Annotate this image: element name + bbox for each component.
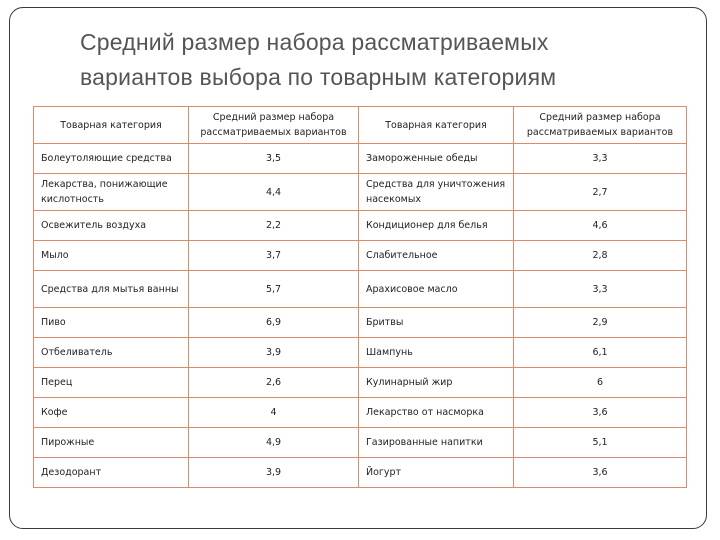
value-cell: 5,1 <box>514 428 687 458</box>
category-cell: Перец <box>34 368 189 398</box>
value-cell: 3,5 <box>189 144 359 174</box>
category-table <box>33 106 687 488</box>
category-cell: Освежитель воздуха <box>34 211 189 241</box>
category-cell: Бритвы <box>359 308 514 338</box>
category-cell: Слабительное <box>359 241 514 271</box>
value-cell: 4,6 <box>514 211 687 241</box>
table-row <box>34 144 687 174</box>
header-category-right: Товарная категория <box>359 107 514 144</box>
table-row <box>34 308 687 338</box>
value-cell: 3,9 <box>189 458 359 488</box>
category-cell: Шампунь <box>359 338 514 368</box>
value-cell: 4 <box>189 398 359 428</box>
value-cell: 3,3 <box>514 271 687 308</box>
category-cell: Газированные напитки <box>359 428 514 458</box>
value-cell: 2,8 <box>514 241 687 271</box>
value-cell: 2,9 <box>514 308 687 338</box>
value-cell: 2,2 <box>189 211 359 241</box>
table-row <box>34 398 687 428</box>
category-cell: Пирожные <box>34 428 189 458</box>
category-cell: Кофе <box>34 398 189 428</box>
value-cell: 2,6 <box>189 368 359 398</box>
category-cell: Замороженные обеды <box>359 144 514 174</box>
category-cell: Дезодорант <box>34 458 189 488</box>
slide-title-line-1: Средний размер набора рассматриваемых <box>80 29 549 55</box>
table-row <box>34 271 687 308</box>
value-cell: 2,7 <box>514 174 687 211</box>
category-cell: Мыло <box>34 241 189 271</box>
category-cell: Средства для уничтожения насекомых <box>359 174 514 211</box>
table-header-row <box>34 107 687 144</box>
table-row <box>34 241 687 271</box>
table-row <box>34 211 687 241</box>
category-cell: Лекарство от насморка <box>359 398 514 428</box>
value-cell: 3,3 <box>514 144 687 174</box>
category-cell: Арахисовое масло <box>359 271 514 308</box>
table-row <box>34 338 687 368</box>
header-avg-size-right: Средний размер набора рассматриваемых вариантов <box>514 107 687 144</box>
value-cell: 6,9 <box>189 308 359 338</box>
table-row <box>34 428 687 458</box>
header-avg-size-left: Средний размер набора рассматриваемых вариантов <box>189 107 359 144</box>
table-row <box>34 174 687 211</box>
category-cell: Отбеливатель <box>34 338 189 368</box>
category-cell: Кондиционер для белья <box>359 211 514 241</box>
value-cell: 4,4 <box>189 174 359 211</box>
category-cell: Йогурт <box>359 458 514 488</box>
slide-title-line-2: вариантов выбора по товарным категориям <box>80 64 557 90</box>
value-cell: 3,9 <box>189 338 359 368</box>
value-cell: 3,6 <box>514 398 687 428</box>
value-cell: 6 <box>514 368 687 398</box>
table-row <box>34 368 687 398</box>
slide-title <box>80 25 680 95</box>
category-cell: Средства для мытья ванны <box>34 271 189 308</box>
header-category-left: Товарная категория <box>34 107 189 144</box>
table-row <box>34 458 687 488</box>
value-cell: 6,1 <box>514 338 687 368</box>
category-cell: Болеутоляющие средства <box>34 144 189 174</box>
category-cell: Кулинарный жир <box>359 368 514 398</box>
value-cell: 4,9 <box>189 428 359 458</box>
category-cell: Лекарства, понижающие кислотность <box>34 174 189 211</box>
value-cell: 3,6 <box>514 458 687 488</box>
value-cell: 5,7 <box>189 271 359 308</box>
value-cell: 3,7 <box>189 241 359 271</box>
category-cell: Пиво <box>34 308 189 338</box>
